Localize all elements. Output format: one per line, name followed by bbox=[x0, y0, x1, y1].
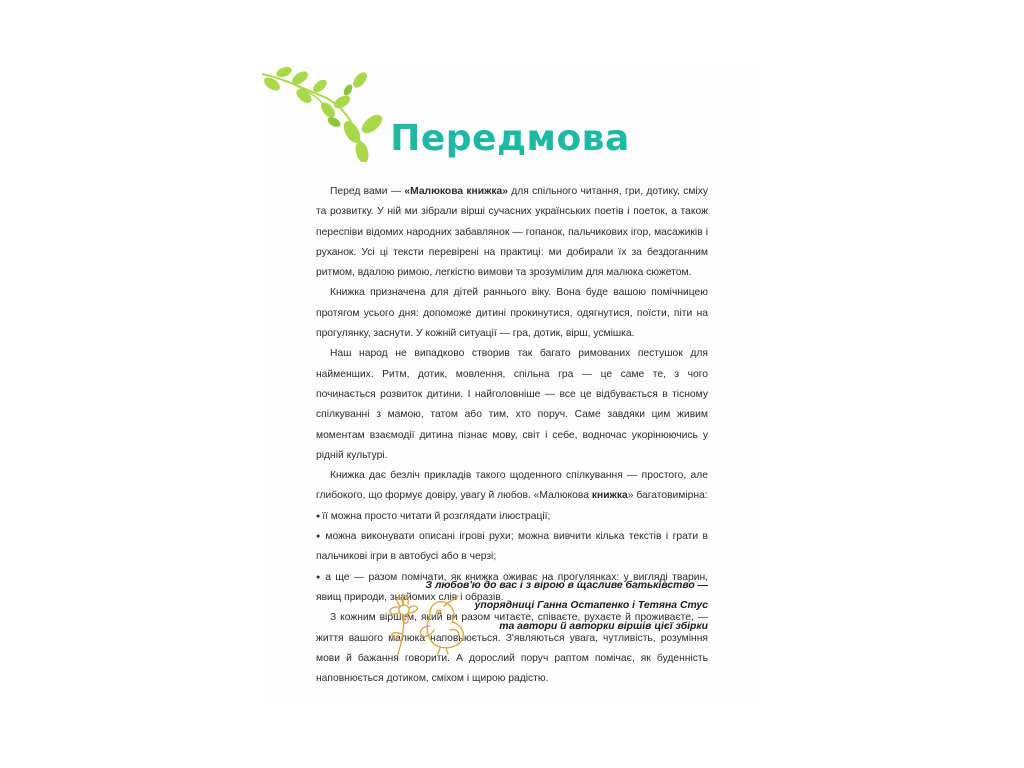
book-title-bold: книжка bbox=[591, 490, 628, 502]
paragraph: З кожним віршем, який ви разом читаєте, співаєте, рухаєте й проживаєте, — життя вашого малюка наповнюється. З'являються увага, чутливість, розуміння мови й бажання говорити. А дорослий поруч раптом помічає, як буденність наповнюється дотиком, сміхом і щирою радістю. bbox=[316, 612, 708, 685]
bullet-item: ● її можна просто читати й розглядати ілюстрації; bbox=[316, 507, 708, 527]
bullet-item: ● можна виконувати описані ігрові рухи; можна вивчити кілька текстів і грати в пальчикові ігри в автобусі або в черзі; bbox=[316, 527, 708, 568]
signature-line: упорядниці Ганна Остапенко і Тетяна Стус bbox=[474, 600, 708, 612]
bullet-item: ● а ще — разом помічати, як книжка оживає на прогулянках: у вигляді тварин, явищ природи, знайомих слів і образів. bbox=[316, 568, 708, 609]
book-title-bold: «Малюкова книжка» bbox=[404, 186, 508, 197]
paragraph: Книжка дає безліч прикладів такого щоденного спілкування — простого, але глибокого, що формує довіру, увагу й любов. «Малюкова книжка» багатовимірна: bbox=[316, 470, 708, 502]
paragraph: Перед вами — «Малюкова книжка» для спільного читання, гри, дотику, сміху та розвитку. У ній ми зібрали вірші сучасних українських поетів і поеток, а також переспіви відомих народних забавлянок — гопанок, пальчикових ігор, масажиків і руханок. Усі ці тексти перевірені на практиці: ми добирали їх за бездоганним ритмом, вдалою римою, легкістю вимови та зрозумілим для малюка сюжетом. bbox=[316, 186, 709, 279]
paragraph: Наш народ не випадково створив так багато римованих пестушок для найменших. Ритм, дотик, мовлення, спільна гра — це саме те, з чого починається розвиток дитини. І найголовніше — все це відбувається в тісному спілкуванні з мамою, татом або тим, хто поруч. Саме завдяки цим живим моментам взаємодії дитина пізнає мову, світ і себе, водночас укорінюючись у рідній культурі. bbox=[316, 348, 708, 461]
paragraph: Книжка призначена для дітей раннього віку. Вона буде вашою помічницею протягом усього дня: допоможе дитині прокинутися, одягнутися, поїсти, піти на прогулянку, заснути. У кожній ситуації — гра, дотик, вірш, усмішка. bbox=[316, 287, 708, 340]
signature bbox=[400, 576, 708, 637]
page-title: Передмова bbox=[390, 118, 630, 159]
signature-line: та автори й авторки віршів цієї збірки bbox=[499, 620, 708, 632]
signature-line: З любов'ю до вас і з вірою в щасливе батьківство — bbox=[425, 580, 708, 591]
